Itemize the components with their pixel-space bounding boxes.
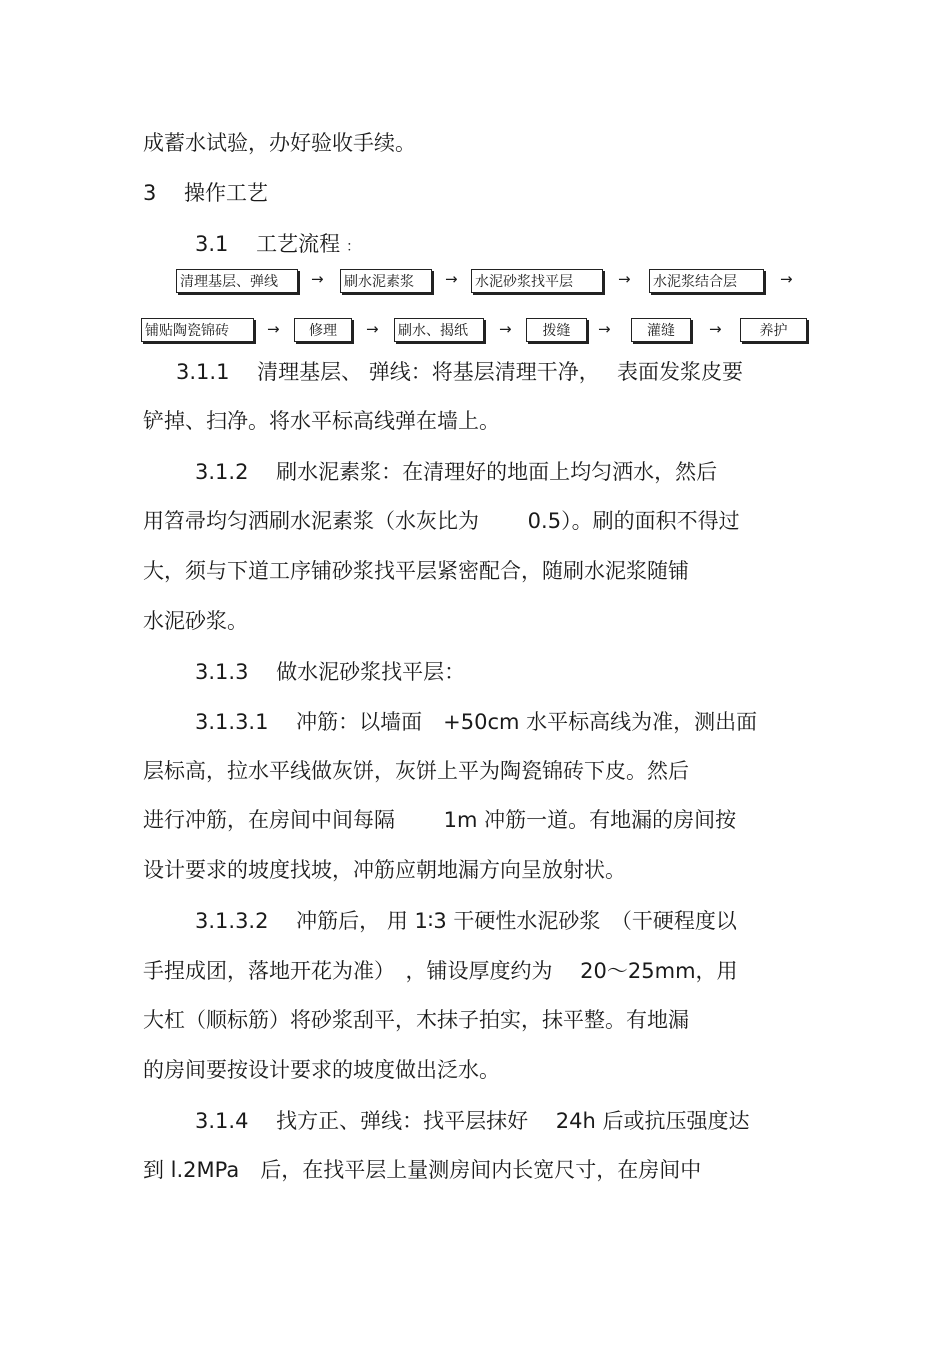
flow-arrow-icon: →	[618, 270, 631, 288]
text-line: 成蓄水试验，办好验收手续。	[143, 131, 416, 155]
text-line: 的房间要按设计要求的坡度做出泛水。	[143, 1058, 500, 1082]
text-line: 到 l.2MPa 后，在找平层上量测房间内长宽尺寸，在房间中	[143, 1158, 702, 1182]
flow-arrow-icon: →	[366, 320, 379, 338]
text-line: 3.1.3.2 冲筋后， 用 1∶3 干硬性水泥砂浆 （干硬程度以	[195, 909, 737, 933]
text-line: 3.1.3 做水泥砂浆找平层：	[195, 660, 466, 684]
flow-arrow-icon: →	[499, 320, 512, 338]
flow-arrow-icon: →	[709, 320, 722, 338]
flow-arrow-icon: →	[445, 270, 458, 288]
text-line: 3.1.2 刷水泥素浆：在清理好的地面上均匀洒水，然后	[195, 460, 718, 484]
text-line: 层标高，拉水平线做灰饼，灰饼上平为陶瓷锦砖下皮。然后	[143, 759, 689, 783]
colon: ：	[346, 239, 361, 255]
flow-arrow-icon: →	[780, 270, 793, 288]
flow-step-leveling: 水泥砂浆找平层	[471, 269, 603, 293]
flow-step-lay-mosaic: 铺贴陶瓷锦砖	[141, 318, 254, 342]
flow-arrow-icon: →	[598, 320, 611, 338]
flow-step-wet-peel: 刷水、揭纸	[394, 318, 484, 342]
subsection-heading	[195, 229, 360, 262]
flow-step-grout: 灌缝	[631, 318, 691, 342]
flow-step-cement-paste: 刷水泥素浆	[340, 269, 432, 293]
flow-step-clean-base: 清理基层、弹线	[176, 269, 298, 293]
subsection-title: 3.1 工艺流程	[195, 232, 341, 256]
text-line: 大杠（顺标筋）将砂浆刮平，木抹子拍实，抹平整。有地漏	[143, 1008, 689, 1032]
flow-step-cure: 养护	[740, 318, 807, 342]
flow-step-repair: 修理	[294, 318, 352, 342]
text-line: 3.1.4 找方正、弹线：找平层抹好 24h 后或抗压强度达	[195, 1109, 750, 1133]
flow-step-bonding-layer: 水泥浆结合层	[649, 269, 764, 293]
text-line: 设计要求的坡度找坡，冲筋应朝地漏方向呈放射状。	[143, 858, 626, 882]
text-line: 铲掉、扫净。将水平标高线弹在墙上。	[143, 409, 500, 433]
text-line: 大，须与下道工序铺砂浆找平层紧密配合，随刷水泥浆随铺	[143, 559, 689, 583]
text-line: 3.1.1 清理基层、 弹线：将基层清理干净， 表面发浆皮要	[176, 360, 743, 384]
text-line: 手捏成团，落地开花为准） ，铺设厚度约为 20～25mm，用	[143, 959, 738, 983]
text-line: 用笤帚均匀洒刷水泥素浆（水灰比为 0.5）。刷的面积不得过	[143, 509, 740, 533]
flow-arrow-icon: →	[267, 320, 280, 338]
text-line: 3.1.3.1 冲筋：以墙面 +50cm 水平标高线为准，测出面	[195, 710, 758, 734]
flow-arrow-icon: →	[311, 270, 324, 288]
section-heading: 3 操作工艺	[143, 181, 269, 205]
text-line: 进行冲筋，在房间中间每隔 1m 冲筋一道。有地漏的房间按	[143, 808, 737, 832]
text-line: 水泥砂浆。	[143, 609, 248, 633]
flow-step-adjust-joints: 拨缝	[526, 318, 587, 342]
